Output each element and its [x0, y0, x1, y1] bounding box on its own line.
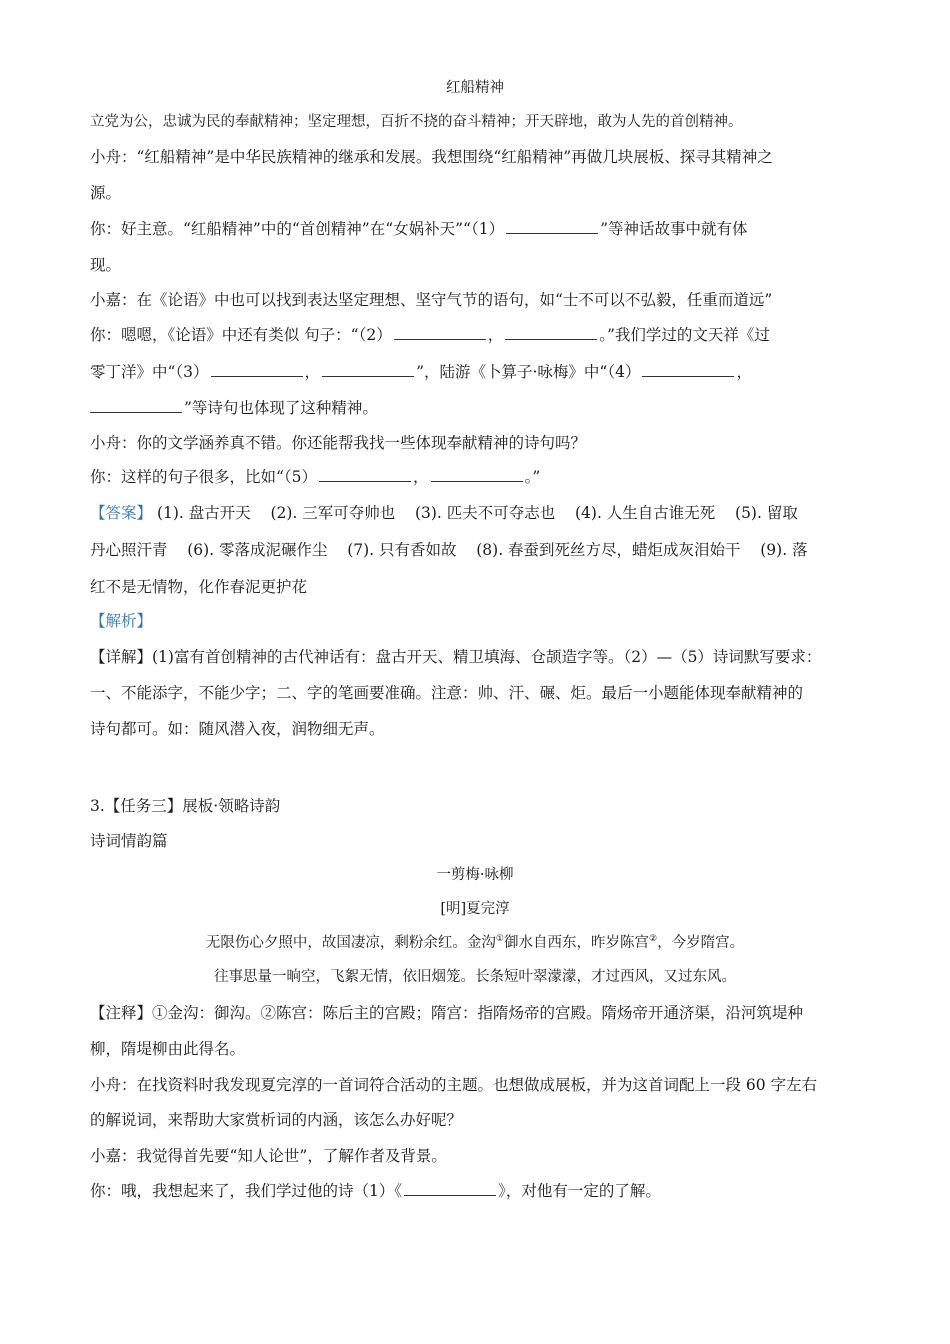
text-segment: ， — [304, 363, 321, 381]
section-title: 红船精神 — [446, 80, 504, 96]
answer-blank-1[interactable] — [506, 219, 598, 234]
answer-line — [90, 503, 798, 523]
dialogue-line: 现。 — [90, 256, 122, 274]
text-segment: ”，陆游《卜算子·咏梅》中“（4） — [416, 363, 641, 381]
answer-blank-5b[interactable] — [431, 467, 523, 482]
dialogue-line: 小嘉：我觉得首先要“知人论世”，了解作者及背景。 — [90, 1147, 447, 1165]
poem-author: [明]夏完淳 — [440, 901, 510, 917]
answer-blank-5a[interactable] — [319, 467, 411, 482]
answer-blank-3a[interactable] — [211, 362, 303, 377]
text-segment: ， — [487, 326, 504, 344]
text-segment: ，今岁隋宫。 — [657, 935, 745, 951]
notes-line: 【注释】①金沟：御沟。②陈宫：陈后主的宫殿；隋宫：指隋炀帝的宫殿。隋炀帝开通济渠，沿河筑堤种 — [90, 1004, 804, 1022]
footnote-mark: ① — [495, 934, 504, 944]
analysis-tag: 【解析】 — [90, 612, 153, 630]
dialogue-line — [90, 1181, 661, 1201]
text-segment: 》，对他有一定的了解。 — [498, 1182, 661, 1200]
answer-tag: 【答案】 — [90, 504, 153, 522]
task-subheading: 诗词情韵篇 — [90, 832, 168, 850]
answer-blank-4a[interactable] — [642, 362, 734, 377]
poem-title: 一剪梅·咏柳 — [436, 867, 514, 883]
task-heading: 3.【任务三】展板·领略诗韵 — [90, 797, 281, 815]
answer-blank-poem-title[interactable] — [404, 1181, 496, 1196]
poem-line: 往事思量一晌空，飞絮无情，依旧烟笼。长条短叶翠濛濛，才过西风，又过东风。 — [214, 969, 736, 985]
footnote-mark: ② — [649, 934, 658, 944]
poem-line — [0, 933, 950, 953]
analysis-detail: 一、不能添字，不能少字；二、字的笔画要准确。注意：帅、汗、碾、炬。最后一小题能体现奉献精神的 — [90, 684, 804, 702]
text-segment: ”等神话故事中就有体 — [600, 220, 748, 238]
dialogue-line: 的解说词，来帮助大家赏析词的内涵，该怎么办好呢？ — [90, 1111, 463, 1129]
dialogue-line: 小舟：你的文学涵养真不错。你还能帮我找一些体现奉献精神的诗句吗？ — [90, 434, 587, 452]
analysis-detail: 【详解】(1)富有首创精神的古代神话有：盘古开天、精卫填海、仓颉造字等。（2）—（5）诗词默写要求： — [90, 648, 822, 666]
answer-blank-2b[interactable] — [505, 325, 597, 340]
text-segment: ， — [736, 363, 752, 381]
dialogue-line — [90, 398, 378, 418]
analysis-detail: 诗句都可。如：随风潜入夜，润物细无声。 — [90, 720, 385, 738]
answer-line: 红不是无情物，化作春泥更护花 — [90, 578, 308, 596]
dialogue-line — [90, 325, 770, 345]
text-segment: 无限伤心夕照中，故国凄凉，剩粉余红。金沟 — [205, 935, 496, 951]
text-segment: 你：哦，我想起来了，我们学过他的诗（1）《 — [90, 1182, 403, 1200]
text-segment: 御水自西东，昨岁陈宫 — [504, 935, 649, 951]
text-segment: ， — [413, 468, 429, 486]
answer-line: 丹心照汗青 (6). 零落成泥碾作尘 (7). 只有香如故 (8). 春蚕到死丝方尽，蜡炬成灰泪始干 (9). 落 — [90, 541, 808, 559]
answer-blank-3b[interactable] — [322, 362, 414, 377]
notes-line: 柳，隋堤柳由此得名。 — [90, 1040, 246, 1058]
text-segment: 。”我们学过的文天祥《过 — [599, 326, 770, 344]
text-segment: 你：好主意。“红船精神”中的“首创精神”在“女娲补天”“（1） — [90, 220, 505, 238]
text-segment: 。” — [524, 468, 541, 486]
answer-blank-2a[interactable] — [394, 325, 486, 340]
answer-blank-4b[interactable] — [90, 398, 182, 413]
intro-paragraph: 立党为公，忠诚为民的奉献精神；坚定理想，百折不挠的奋斗精神；开天辟地，敢为人先的首创精神。 — [90, 114, 743, 130]
dialogue-line: 源。 — [90, 184, 122, 202]
dialogue-line: 小舟：在找资料时我发现夏完淳的一首词符合活动的主题。也想做成展板，并为这首词配上一段 60 字左右 — [90, 1076, 818, 1094]
dialogue-line — [90, 467, 540, 487]
text-segment: 零丁洋》中“（3） — [90, 363, 209, 381]
text-segment: 你：嗯嗯，《论语》中还有类似 句子：“（2） — [90, 326, 392, 344]
dialogue-line: 小舟：“红船精神”是中华民族精神的继承和发展。我想围绕“红船精神”再做几块展板、探寻其精神之 — [90, 148, 773, 166]
dialogue-line: 小嘉：在《论语》中也可以找到表达坚定理想、坚守气节的语句，如“士不可以不弘毅，任重而道远” — [90, 291, 773, 309]
text-segment: 你：这样的句子很多，比如“（5） — [90, 468, 318, 486]
dialogue-line — [90, 219, 748, 239]
dialogue-line — [90, 362, 752, 382]
answer-text: (1). 盘古开天 (2). 三军可夺帅也 (3). 匹夫不可夺志也 (4). 人生自古谁无死 (5). 留取 — [152, 504, 798, 522]
text-segment: ”等诗句也体现了这种精神。 — [184, 399, 378, 417]
